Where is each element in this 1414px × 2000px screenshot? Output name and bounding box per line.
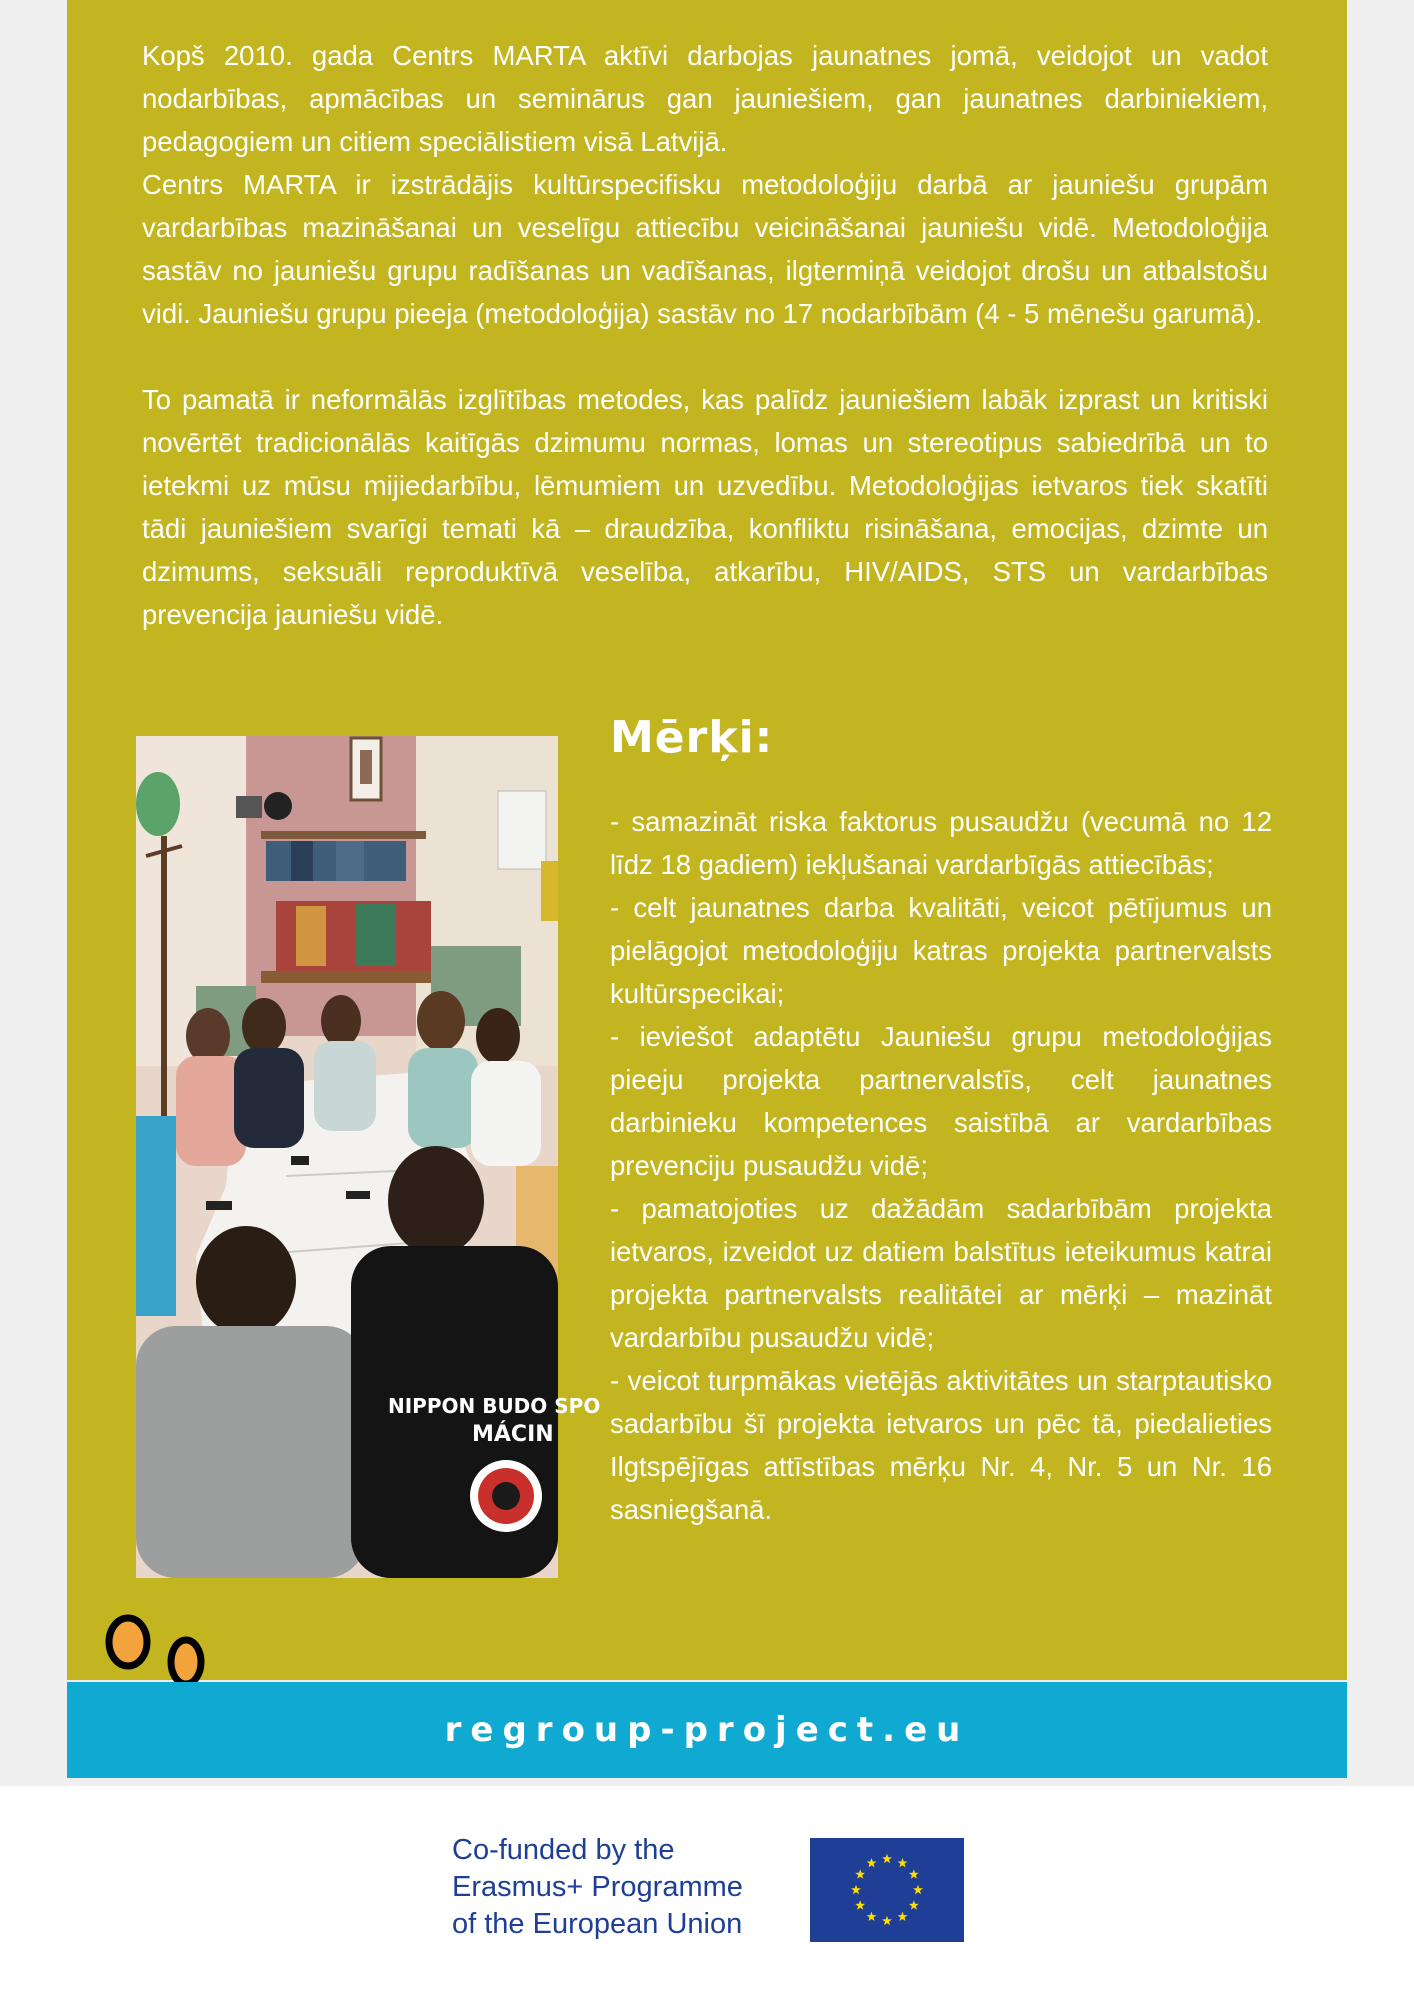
goal-item-4: - pamatojoties uz dažādām sadarbībām projekta ietvaros, izveidot uz datiem balstītus ieteikumus katrai projekta partnervalsts realitātei ar mērķi – mazināt vardarbību pusaudžu vidē;: [610, 1193, 1272, 1353]
eu-flag-icon: [810, 1838, 964, 1942]
goals-title: Mērķi:: [610, 712, 774, 763]
goal-item-2: - celt jaunatnes darba kvalitāti, veicot pētījumus un pielāgojot metodoloģiju katras projekta partnervalsts kultūrspecikai;: [610, 892, 1272, 1009]
footer-url-link[interactable]: regroup-project.eu: [444, 1710, 970, 1750]
goal-item-1: - samazināt riska faktorus pusaudžu (vecumā no 12 līdz 18 gadiem) iekļušanai vardarbīgās attiecībās;: [610, 806, 1272, 880]
goal-item-5: - veicot turpmākas vietējās aktivitātes un starptautisko sadarbību šī projekta ietvaros un pēc tā, piedalieties Ilgtspējīgas attīstības mērķu Nr. 4, Nr. 5 un Nr. 16 sasniegšanā.: [610, 1365, 1272, 1525]
eu-text-line2: Erasmus+ Programme: [452, 1871, 743, 1903]
intro-paragraph-2: Centrs MARTA ir izstrādājis kultūrspecifisku metodoloģiju darbā ar jauniešu grupām vardarbības mazināšanai un veselīgu attiecību veicināšanai jauniešu vidē. Metodoloģija sastāv no jauniešu grupu radīšanas un vadīšanas, ilgtermiņā veidojot drošu un atbalstošu vidi. Jauniešu grupu pieeja (metodoloģija) sastāv no 17 nodarbībām (4 - 5 mēnešu garumā).: [142, 169, 1268, 329]
eu-text-line3: of the European Union: [452, 1908, 743, 1940]
footer-band: [67, 1682, 1347, 1778]
eu-text-line1: Co-funded by the: [452, 1834, 675, 1866]
intro-paragraph-3: To pamatā ir neformālās izglītības metodes, kas palīdz jauniešiem labāk izprast un kritiski novērtēt tradicionālās kaitīgās dzimumu normas, lomas un stereotipus sabiedrībā un to ietekmi uz mūsu mijiedarbību, lēmumiem un uzvedību. Metodoloģijas ietvaros tiek skatīti tādi jauniešiem svarīgi temati kā – draudzība, konfliktu risināšana, emocijas, dzimte un dzimums, seksuāli reproduktīvā veselība, atkarību, HIV/AIDS, STS un vardarbības prevencija jauniešu vidē.: [142, 384, 1268, 630]
goal-item-3: - ieviešot adaptētu Jauniešu grupu metodoloģijas pieeju projekta partnervalstīs, celt jaunatnes darbinieku kompetences saistībā ar vardarbības prevenciju pusaudžu vidē;: [610, 1021, 1272, 1181]
shirt-text-line1: NIPPON BUDO SPO: [388, 1394, 601, 1418]
shirt-text-line2: MÁCIN: [472, 1422, 554, 1447]
eu-funding-text: [452, 1832, 743, 1943]
goals-list: [610, 800, 1272, 1531]
intro-text: [142, 34, 1268, 636]
group-photo: [136, 736, 601, 1578]
intro-paragraph-1: Kopš 2010. gada Centrs MARTA aktīvi darbojas jaunatnes jomā, veidojot un vadot nodarbības, apmācības un seminārus gan jauniešiem, gan jaunatnes darbiniekiem, pedagogiem un citiem speciālistiem visā Latvijā.: [142, 40, 1268, 157]
